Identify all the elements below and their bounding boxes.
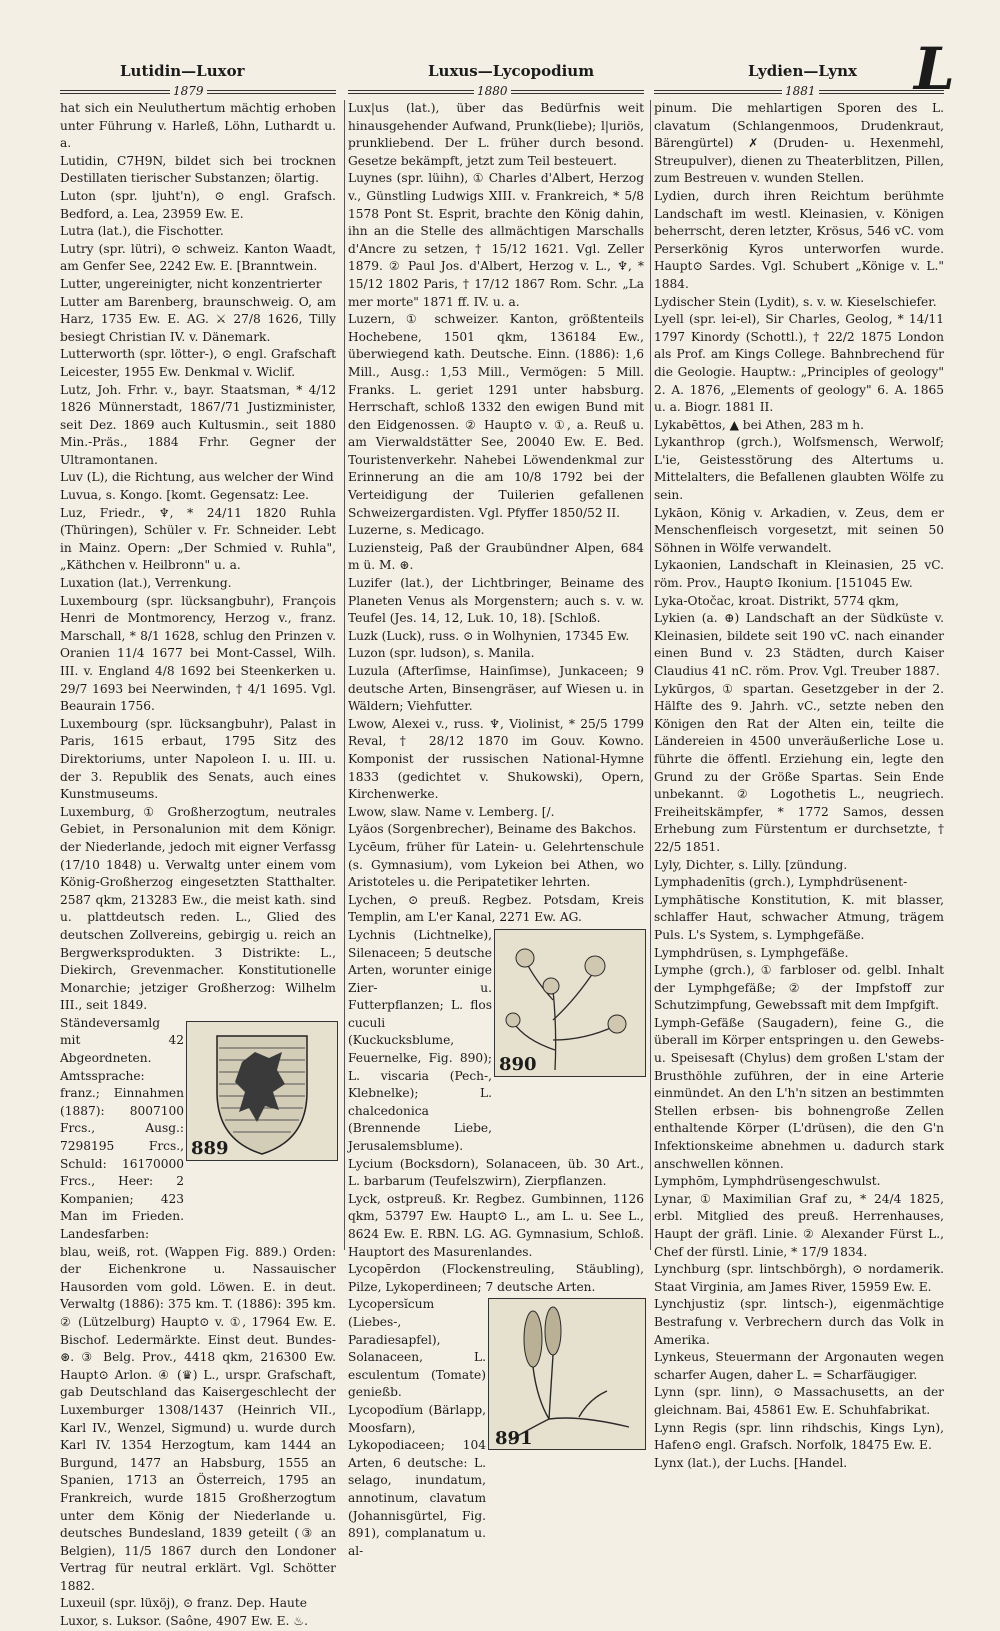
figure-890-lychnis [494,929,646,1077]
entry-lynchburg: Lynchburg (spr. lintschbörgh), ⊙ nordamerik. Staat Virginia, am James River, 15959 Ew. E. [654,1262,944,1294]
entry-lutter-am-barenberg: Lutter am Barenberg, braunschweig. O, am Harz, 1735 Ew. E. AG. ⚔ 27/8 1626, Tilly besiegt Christian IV. v. Dänemark. [60,294,336,344]
entry-lynn: Lynn (spr. linn), ⊙ Massachusetts, an der gleichnam. Bai, 45861 Ew. E. Schuhfabrikat. [654,1385,944,1417]
entry-lycopodium-cont: pinum. Die mehlartigen Sporen des L. clavatum (Schlangenmoos, Drudenkraut, Bärengürtel) ✗ (Druden- u. Hexenmehl, Streupulver), dienen zu Theaterblitzen, Pillen, zum Bestreuen v. wunden Stellen. [654,101,944,186]
entry-lyaeos: Lyäos (Sorgenbrecher), Beiname des Bakchos. [348,822,637,837]
figure-891-lycopodium [488,1298,646,1450]
entry-lykanthrop: Lykanthrop (grch.), Wolfsmensch, Werwolf; L'ie, Geistesstörung des Altertums u. Mittelalters, die Befallenen glaubten Wölfe zu sein. [654,435,944,503]
entry-luzerne: Luzerne, s. Medicago. [348,523,485,538]
entry-lykurgos: Lykūrgos, ① spartan. Gesetzgeber in der 2. Hälfte des 9. Jahrh. vC., setzte neben den Königen den Rat der Alten ein, teilte die Ländereien in 4500 unveräußerliche Lose u. führte die öffentl. Erziehung ein, legte den Grund zu der Größe Spartas. Sein Ende unbekannt. ② Logothetis L., neugriech. Freiheitskämpfer, * 1772 Samos, dessen Erhebung zum Fürstentum er durchsetzte, † 22/5 1851. [654,681,944,854]
entry-lycopersicum: Lycopersĭcum (Liebes-, Paradiesapfel), Solanaceen, L. esculentum (Tomate) genießb. [348,1297,486,1400]
section-letter: L [914,35,955,103]
entry-luxus: Lux|us (lat.), über das Bedürfnis weit hinausgehender Aufwand, Prunk(liebe); l|uriös, prunkliebend. Der L. früher durch besond. Gesetze bekämpft, jetzt zum Teil besteuert. [348,101,644,168]
right-page-rule [654,84,944,96]
entry-lykaonien: Lykaonien, Landschaft in Kleinasien, 25 vC. röm. Prov., Haupt⊙ Ikonium. [151045 Ew. [654,558,944,591]
left-page-number: 1879 [170,84,207,98]
entry-luzula: Luzula (Afterſimse, Hainſimse), Junkaceen; 9 deutsche Arten, Binsengräser, auf Wiesen u. in Wäldern; Viehfutter. [348,664,644,714]
entry-luxor: Luxor, s. Luksor. (Saône, 4907 Ew. E. ♨. [60,1614,309,1629]
entry-lycium: Lycium (Bocksdorn), Solanaceen, üb. 30 Art., L. barbarum (Teufelszwirn), Zierpflanzen. [348,1156,644,1189]
entry-luxemburg-farben: blau, weiß, rot. (Wappen Fig. 889.) Orden: der Eichenkrone u. Nassauischer Hausorden vom gold. Löwen. E. in deut. Verwaltg (1886): 375 km. T. (1886): 395 km. ② (Lützelburg) Haupt⊙ v. ①, 17964 Ew. E. Bischof. Ledermärkte. Einst deut. Bundes-⊛. ③ Belg. Prov., 4418 qkm, 216300 Ew. Haupt⊙ Arlon. ④ (♛) L., urspr. Grafschaft, gab Deutschland das Kaisergeschlecht der Luxemburger 1308/1437 (Heinrich VII., Karl IV., Wenzel, Sigmund) u. wurde durch Karl IV. 1354 Herzogtum, kam 1444 an Burgund, 1477 an Habsburg, 1555 an Spanien, 1713 an Österreich, 1795 an Frankreich, wurde 1815 Großherzogtum unter dem König der Niederlande u. deutsches Bundesland, 1839 geteilt (③ an Belgien), 11/5 1867 durch den Londoner Vertrag für neutral erklärt. Vgl. Schötter 1882. [60,1244,336,1593]
entry-lydischer-stein: Lydischer Stein (Lydit), s. v. w. Kieselschiefer. [654,294,937,309]
entry-lwow-alexei: Lwow, Alexei v., russ. ♆, Violinist, * 25/5 1799 Reval, † 28/12 1870 im Gouv. Kowno. Komponist der russischen National-Hymne 1833 (gedichtet v. Shukowski), Opern, Kirchenwerke. [348,716,644,802]
entry-lykaon: Lykāon, König v. Arkadien, v. Zeus, dem er Menschenfleisch vorgesetzt, mit seinen 50 Söhnen in Wölfe verwandelt. [654,505,944,555]
entry-lydien: Lydien, durch ihren Reichtum berühmte Landschaft im westl. Kleinasien, v. Königen beherrscht, deren letzter, Krösus, 546 vC. vom Perserkönig Kyros unterworfen wurde. Haupt⊙ Sardes. Vgl. Schubert „Könige v. L." 1884. [654,188,944,291]
entry-lymphatische-konstitution: Lymphātische Konstitution, K. mit blasser, schlaffer Haut, schwacher Atmung, trägem Puls. L's System, s. Lymphgefäße. [654,892,944,942]
entry-lwow: Lwow, slaw. Name v. Lemberg. [/. [348,804,555,819]
entry-luxation: Luxation (lat.), Verrenkung. [60,576,232,591]
entry-lycoperdon: Lycopērdon (Flockenstreuling, Stäubling), Pilze, Lykoperdineen; 7 deutsche Arten. [348,1262,644,1294]
entry-luxeuil: Luxeuil (spr. lüxöj), ⊙ franz. Dep. Haute [60,1596,307,1611]
figure-889-number: 889 [191,1138,229,1160]
entry-luton: Luton (spr. ljuht'n), ⊙ engl. Grafsch. Bedford, a. Lea, 23959 Ew. E. [60,188,336,221]
entry-lutterworth: Lutterworth (spr. lötter-), ⊙ engl. Grafschaft Leicester, 1955 Ew. Denkmal v. Wiclif. [60,347,336,379]
entry-lutra: Lutra (lat.), die Fischotter. [60,224,224,239]
entry-luvua: Luvua, s. Kongo. [komt. Gegensatz: Lee. [60,488,310,503]
entry-luzon: Luzon (spr. ludson), s. Manila. [348,646,535,661]
entry-lynn-regis: Lynn Regis (spr. linn rihdschis, Kings Lyn), Hafen⊙ engl. Grafsch. Norfolk, 18475 Ew. E. [654,1420,944,1453]
entry-luv: Luv (L), die Richtung, aus welcher der Wind [60,470,334,485]
figure-889-coat-of-arms [186,1021,338,1161]
club-moss-icon [489,1299,645,1449]
right-page-number: 1881 [782,84,819,98]
left-running-title: Lutidin—Luxor [120,62,245,80]
entry-luziensteig: Luziensteig, Paß der Graubündner Alpen, 684 m ü. M. ⊛. [348,540,644,573]
left-column [60,100,336,1631]
entry-lymphe: Lymphe (grch.), ① farbloser od. gelbl. Inhalt der Lymphgefäße; ② der Impfstoff zur Schutzimpfung, Gewebssaft mit dem Impfgift. [654,963,944,1013]
entry-lykien: Lykien (a. ⊕) Landschaft an der Südküste v. Kleinasien, bildete seit 190 vC. nach einander einen Bund v. 23 Städten, durch Kaiser Claudius 41 nC. röm. Prov. Vgl. Treuber 1887. [654,611,944,678]
entry-luxembourg-herzog: Luxembourg (spr. lücksangbuhr), François Henri de Montmorency, Herzog v., franz. Marschall, * 8/1 1628, schlug den Prinzen v. Oranien 11/4 1677 bei Mont-Cassel, Wilh. III. v. England 4/8 1692 bei Steenkerken u. 29/7 1693 bei Neerwinden, † 4/1 1695. Vgl. Beaurain 1756. [60,593,336,714]
entry-lyell: Lyell (spr. lei-el), Sir Charles, Geolog, * 14/11 1797 Kinordy (Schottl.), † 22/2 1875 London als Prof. am Kings College. Bahnbrechend für die Geologie. Hauptw.: „Principles of geology" 2. A. 1876, „Elements of geology" 6. A. 1865 u. a. Biogr. 1881 II. [654,312,944,415]
left-page-rule [60,84,336,96]
entry-luxemburg: Luxemburg, ① Großherzogtum, neutrales Gebiet, in Personalunion mit dem Königr. der Niederlande, jedoch mit eigner Verfassg (17/10 1848) u. Verwaltg unter einem vom König-Großherzog eingesetzten Statthalter. 2587 qkm, 213283 Ew., die meist kath. sind u. plattdeutsch reden. L., Glied des deutschen Zollvereins, gebirgig u. reich an Bergwerksprodukten. 3 Distrikte: L., Diekirch, Grevenmacher. Konstitutionelle Monarchie; jetziger Großherzog: Wilhelm III., seit 1849. [60,804,336,1013]
entry-lutz: Lutz, Joh. Frhr. v., bayr. Staatsman, * 4/12 1826 Münnerstadt, 1867/71 Justizminister, seit Dez. 1869 auch Kultusmin., seit 1880 Min.-Präs., 1884 Frhr. Gegner der Ultramontanen. [60,382,336,467]
entry-lutter: Lutter, ungereinigter, nicht konzentrierter [60,276,322,291]
entry-luynes: Luynes (spr. lüihn), ① Charles d'Albert, Herzog v., Günstling Ludwigs XIII. v. Frankreich, * 5/8 1578 Pont St. Esprit, brachte den König dahin, ihn an die Stelle des allmächtigen Marschalls d'Ancre zu setzen, † 15/12 1621. Vgl. Zeller 1879. ② Paul Jos. d'Albert, Herzog v. L., ♆, * 15/12 1802 Paris, † 17/12 1867 Rom. Schr. „La mer morte" 1871 ff. IV. u. a. [348,171,644,309]
entry-lychnis: Lychnis (Lichtnelke), Silenaceen; 5 deutsche Arten, worunter einige Zier- u. Futterpflanzen; L. flos cuculi (Kuckucksblume, Feuernelke, Fig. 890); L. viscaria (Pech-, Klebnelke); L. chalcedonica (Brennende Liebe, Jerusalemsblume). [348,927,492,1154]
entry-lymph-gefaesse: Lymph-Gefäße (Saugadern), feine G., die überall im Körper entspringen u. den Gewebs- u. Speisesaft (Chylus) dem großen L'stam der Brusthöhle zuführen, der in eine Arterie einmündet. An den L'h'n sitzen an bestimmten Stellen erbsen- bis bohnengroße Zellen enthaltende Körper (L'drüsen), die den G'n Infektionskeime abnehmen u. dadurch stark anschwellen können. [654,1015,944,1171]
entry-lynchjustiz: Lynchjustiz (spr. lintsch-), eigenmächtige Bestrafung v. Verbrechern durch das Volk in Amerika. [654,1297,944,1347]
entry-luxemburg-staende: Ständeversamlg mit 42 Abgeordneten. Amtssprache: franz.; Einnahmen (1887): 8007100 Frcs., Ausg.: 7298195 Frcs., Schuld: 16170000 Frcs., Heer: 2 Kompanien; 423 Man im Frieden. Landesfarben: [60,1015,184,1241]
center-page-rule [348,84,644,96]
entry-luxembourg-palast: Luxembourg (spr. lücksangbuhr), Palast in Paris, 1615 erbaut, 1795 Sitz des Direktoriums, unter Napoleon I. u. III. u. der 3. Republik des Senats, auch eines Kunstmuseums. [60,716,336,802]
entry-lyka-otocac: Lyka-Otočac, kroat. Distrikt, 5774 qkm, [654,593,899,608]
column-divider-left [344,100,345,1250]
entry-lyceum: Lycēum, früher für Latein- u. Gelehrtenschule (s. Gymnasium), vom Lykeion bei Athen, wo Aristoteles u. die Peripatetiker lehrten. [348,839,644,890]
entry-lyly: Lyly, Dichter, s. Lilly. [zündung. [654,857,848,872]
entry-lux-friedr: Luz, Friedr., ♆, * 24/11 1820 Ruhla (Thüringen), Schüler v. Fr. Schneider. Lebt in Mainz. Opern: „Der Schmied v. Ruhla", „Käthchen v. Heilbronn" u. a. [60,505,336,573]
entry-lutidin: Lutidin, C7H9N, bildet sich bei trocknen Destillaten tierischer Substanzen; ölartig. [60,153,336,186]
entry-lymphom: Lymphōm, Lymphdrüsengeschwulst. [654,1174,881,1189]
entry-luzk: Luzk (Luck), russ. ⊙ in Wolhynien, 17345 Ew. [348,628,630,643]
entry-lynar: Lynar, ① Maximilian Graf zu, * 24/4 1825, erbl. Mitglied des preuß. Herrenhauses, Haupt der gräfl. Linie. ② Alexander Fürst L., Chef der fürstl. Linie, * 17/9 1834. [654,1191,944,1259]
entry-lynx: Lynx (lat.), der Luchs. [Handel. [654,1455,848,1470]
entry-lynkeus: Lynkeus, Steuermann der Argonauten wegen scharfer Augen, daher L. = Scharfäugiger. [654,1350,944,1382]
entry-lutry: Lutry (spr. lütri), ⊙ schweiz. Kanton Waadt, am Genfer See, 2242 Ew. E. [Branntwein. [60,241,336,274]
entry-lymphdruesen: Lymphdrüsen, s. Lymphgefäße. [654,945,849,960]
right-column [654,100,944,1472]
column-divider-right [650,100,651,1250]
center-running-title: Luxus—Lycopodium [428,62,595,80]
entry-lyck: Lyck, ostpreuß. Kr. Regbez. Gumbinnen, 1126 qkm, 53797 Ew. Haupt⊙ L., am L. u. See L., 8624 Ew. E. RBN. LG. AG. Gymnasium, Schloß. Hauptort des Masurenlandes. [348,1191,644,1259]
center-column [348,100,644,1560]
entry-text: hat sich ein Neuluthertum mächtig erhoben unter Führung v. Harleß, Löhn, Luthardt u. a. [60,101,336,151]
entry-lychen: Lychen, ⊙ preuß. Regbez. Potsdam, Kreis Templin, am L'er Kanal, 2271 Ew. AG. [348,892,644,925]
entry-luzern: Luzern, ① schweizer. Kanton, größtenteils Hochebene, 1501 qkm, 136184 Ew., überwiegend kath. Deutsche. Einn. (1886): 1,6 Mill., Ausg.: 1,53 Mill., Vermögen: 5 Mill. Franks. L. geriet 1291 unter habsburg. Herrschaft, schloß 1332 den ewigen Bund mit den Eidgenossen. ② Haupt⊙ v. ①, a. Reuß u. am Vierwaldstätter See, 20040 Ew. E. Bed. Touristenverkehr. Nahebei Löwendenkmal zur Erinnerung an die am 10/8 1792 bei der Verteidigung der Tuilerien gefallenen Schweizergardisten. Vgl. Pfyffer 1850/52 II. [348,312,644,520]
entry-lymphadenitis: Lymphadenītis (grch.), Lymphdrüsenent- [654,875,908,890]
center-page-number: 1880 [474,84,511,98]
entry-luzifer: Luzifer (lat.), der Lichtbringer, Beiname des Planeten Venus als Morgenstern; auch s. v. w. Teufel (Jes. 14, 12, Luk. 10, 18). [Schloß. [348,576,644,626]
entry-lykabettos: Lykabēttos, ▲ bei Athen, 283 m h. [654,417,865,432]
entry-lycopodium: Lycopodĭum (Bärlapp, Moosfarn), Lykopodiaceen; 104 Arten, 6 deutsche: L. selago, inundatum, annotinum, clavatum (Johannisgürtel, Fig. 891), complanatum u. al- [348,1402,486,1558]
figure-891-number: 891 [495,1427,533,1449]
right-running-title: Lydien—Lynx [748,62,857,80]
figure-890-number: 890 [499,1054,537,1076]
